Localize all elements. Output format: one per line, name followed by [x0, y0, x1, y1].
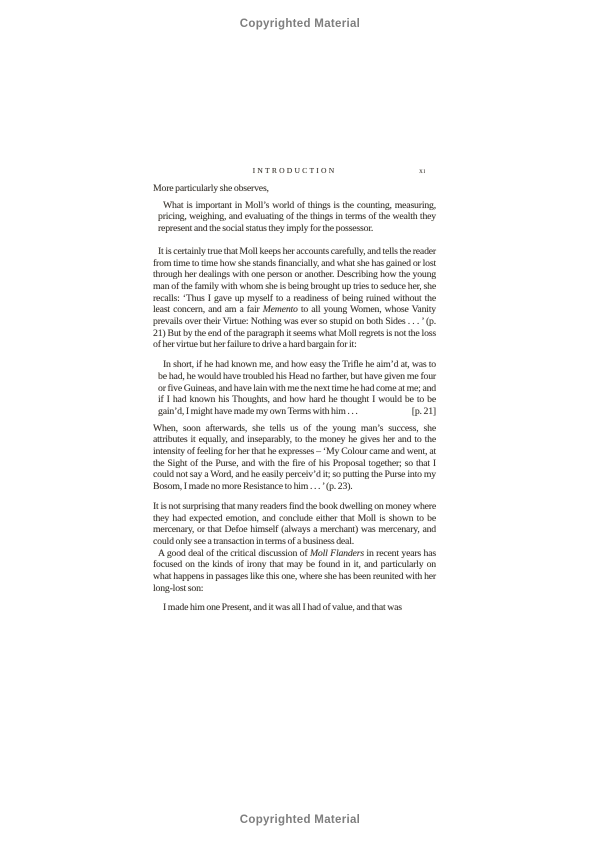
paragraph-intro: More particularly she observes, — [153, 183, 269, 194]
paragraph-2 — [153, 246, 436, 351]
italic-book-title: Moll Flanders — [309, 547, 364, 559]
copyright-banner-bottom: Copyrighted Material — [239, 814, 361, 826]
blockquote-3: I made him one Present, and it was all I had of value, and that was — [163, 601, 402, 613]
paragraph-3: When, soon afterwards, she tells us of the young man’s success, she attributes it equally, and inseparably, to the money he gives her and to the intensity of feeling for her that he expresses – ‘My Colour came and went, at the Sight of the Purse, and with the fire of his Proposal together; so that I could not say a Word, and he easily perceiv’d it; so putting the Purse into my Bosom, I made no more Resistance to him . . . ’ (p. 23). — [153, 422, 436, 493]
italic-word-memento: Memento — [262, 304, 298, 316]
paragraph-4: It is not surprising that many readers find the book dwelling on money where they had expected emotion, and conclude either that Moll is shown to be mercenary, or that Defoe himself (always a merchant) was mercenary, and could only see a transaction in terms of a business deal. — [153, 500, 436, 547]
page-reference: [p. 21] — [411, 405, 436, 417]
blockquote-2 — [158, 359, 436, 418]
running-head — [153, 166, 436, 176]
blockquote-1: What is important in Moll’s world of things is the counting, measuring, pricing, weighing, and evaluating of the things in terms of the wealth they represent and the social status they imply for the possessor. — [158, 199, 436, 235]
paragraph-5-text: A good deal of the critical discussion of — [158, 547, 310, 559]
paragraph-5 — [153, 548, 436, 595]
blockquote-2-text: In short, if he had known me, and how easy the Trifle he aim’d at, was to be had, he would have troubled his Head no farther, but have given me four or five Guineas, and have lain with me the next time he had come at me; and if I had known his Thoughts, and how hard he thought I would be to be gain’d, I might have made my own Terms with him . . . — [158, 359, 436, 417]
paragraph-2-text-cont: to all young Women, whose Vanity prevails over their Virtue: Nothing was ever so stupid on both Sides . . . ’ (p. 21) But by the end of the paragraph it seems what Moll regrets is not the loss of her virtue but her failure to drive a hard bargain for it: — [153, 304, 437, 351]
copyright-banner-top: Copyrighted Material — [239, 18, 361, 30]
paragraph-2-text: It is certainly true that Moll keeps her accounts carefully, and tells the reader from time to time how she stands financially, and what she has gained or lost through her dealings with one person or another. Describing how the young man of the family with whom she is being brought up tries to seduce her, she recalls: ‘Thus I gave up myself to a readiness of being ruined without the least concern, and am a fair — [153, 245, 436, 316]
book-page-content — [153, 166, 436, 613]
section-title: INTRODUCTION — [252, 166, 337, 175]
paragraph-5-text-cont: in recent years has focused on the kinds of irony that may be found in it, and particularly on what happens in passages like this one, where she has been reunited with her long-lost son: — [153, 547, 437, 594]
page-number-folio: xi — [419, 166, 426, 175]
